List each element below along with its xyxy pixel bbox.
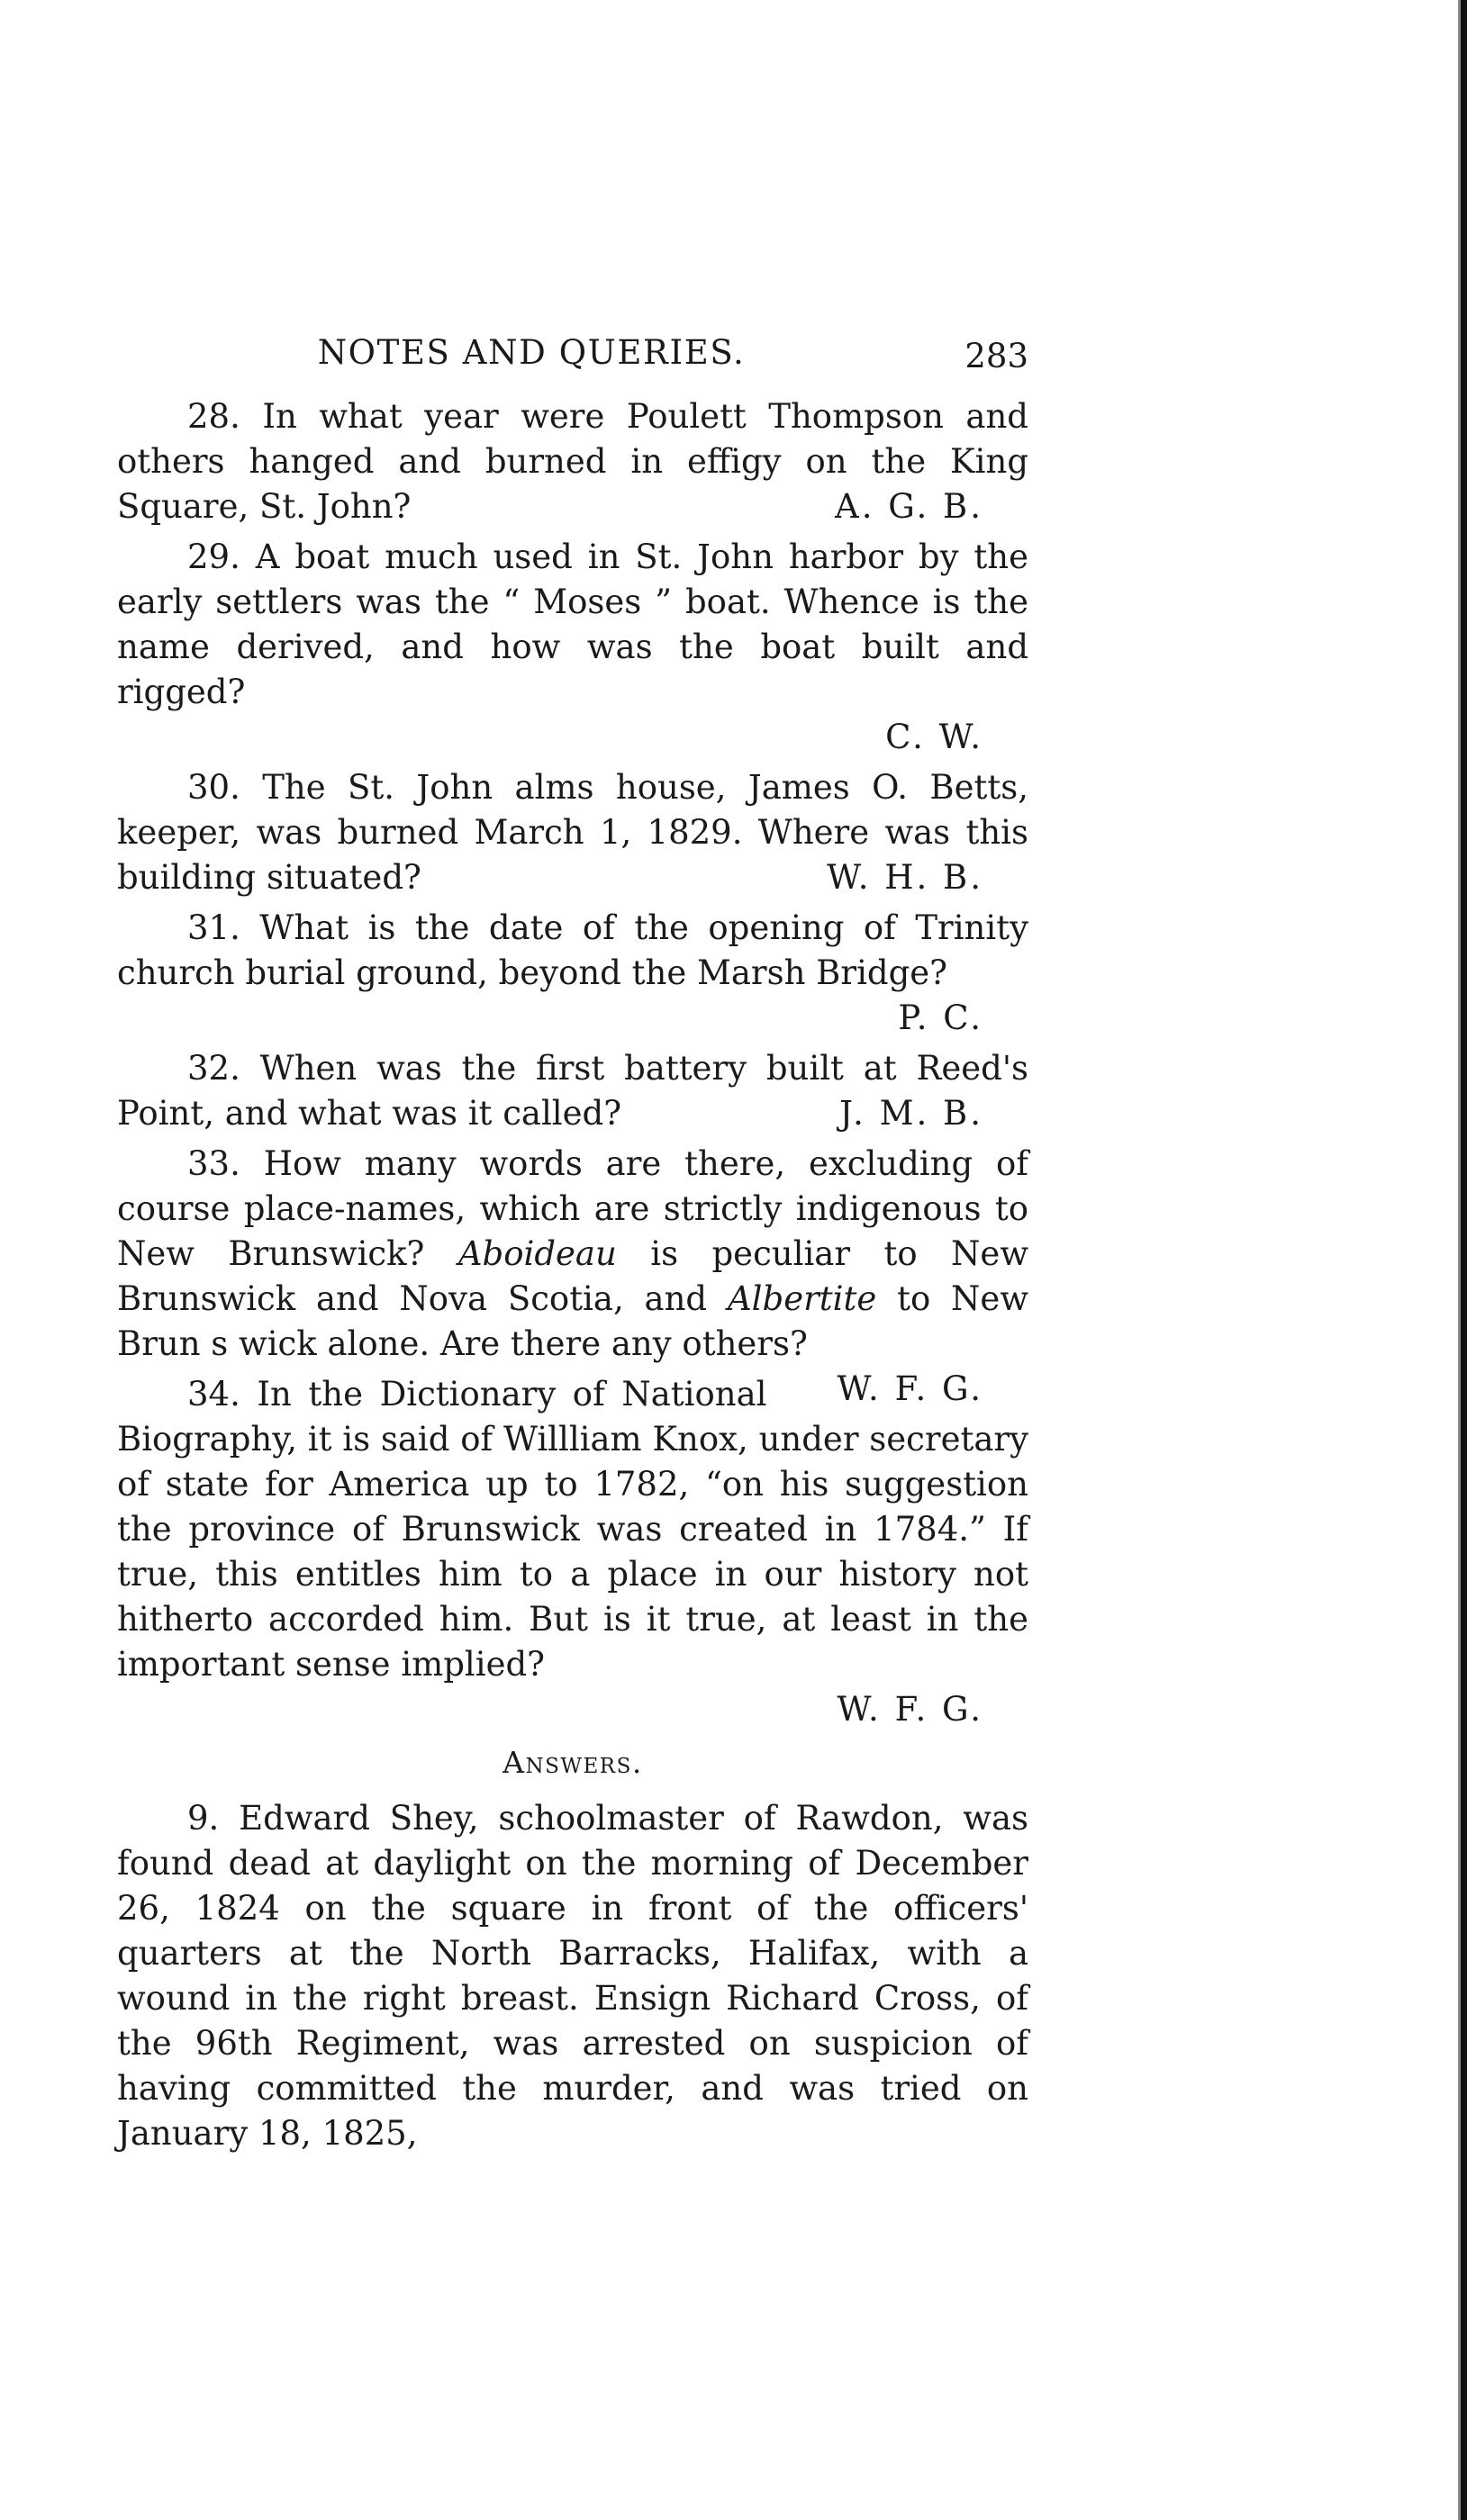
page-number: 283 [964, 337, 1028, 375]
query-signature: W. F. G. [837, 1369, 983, 1408]
answer-text: 9. Edward Shey, schoolmaster of Rawdon, was found dead at daylight on the morning of December 26, 1824 on the square in front of the officers' quarters at the North Barracks, Halifax, with a wound in the right breast. Ensign Richard Cross, of the 96th Regiment, was arrested on suspicion of having committed the murder, and was tried on January 18, 1825, [117, 1799, 1028, 2153]
scan-edge [1461, 0, 1467, 2520]
query-text: 34. In the Dictionary of National Biography, it is said of Willliam Knox, under secretary of state for America up to 1782, “on his suggestion the province of Brunswick was created in 1784.” If true, this entitles him to a place in our history not hitherto accorded him. But is it true, at least in the important sense implied? [117, 1375, 1028, 1684]
query-34 [117, 1372, 1028, 1732]
answers-heading: Answers. [503, 1745, 643, 1780]
query-text: 31. What is the date of the opening of Trinity church burial ground, beyond the Marsh Bridge? [117, 908, 1028, 992]
italic-term-albertite: Albertite [727, 1279, 877, 1318]
query-31 [117, 906, 1028, 1041]
answer-9 [117, 1796, 1028, 2156]
query-29 [117, 535, 1028, 760]
query-signature: W. F. G. [837, 1690, 983, 1729]
query-signature: C. W. [885, 718, 983, 756]
book-page [117, 331, 1028, 2162]
italic-term-aboideau: Aboideau [457, 1234, 617, 1273]
query-text: 32. When was the first battery built at Reed's Point, and what was it called? [117, 1049, 1028, 1133]
query-30 [117, 765, 1028, 900]
query-signature: W. H. B. [827, 858, 983, 897]
running-head [117, 331, 1028, 385]
query-text-start: 33. How many words are there, excluding of course place-names, which are strictly indigenous to New Brunswick? [117, 1144, 1028, 1273]
query-text-end: to New Brun s wick alone. Are there any others? [117, 1279, 1028, 1363]
query-text: 29. A boat much used in St. John harbor by the early settlers was the “ Moses ” boat. Whence is the name derived, and how was the boat built and rigged? [117, 537, 1028, 711]
query-text: 30. The St. John alms house, James O. Betts, keeper, was burned March 1, 1829. Where was this building situated? [117, 768, 1028, 897]
query-signature: A. G. B. [835, 487, 983, 526]
query-33 [117, 1142, 1028, 1408]
query-32 [117, 1046, 1028, 1136]
query-28 [117, 394, 1028, 529]
query-text: 28. In what year were Poulett Thompson and others hanged and burned in effigy on the King Square, St. John? [117, 397, 1028, 526]
running-title: NOTES AND QUERIES. [317, 333, 746, 372]
query-signature: J. M. B. [839, 1094, 983, 1133]
query-text-middle: is peculiar to New Brunswick and Nova Scotia, and [117, 1234, 1028, 1318]
query-signature: P. C. [898, 998, 983, 1037]
